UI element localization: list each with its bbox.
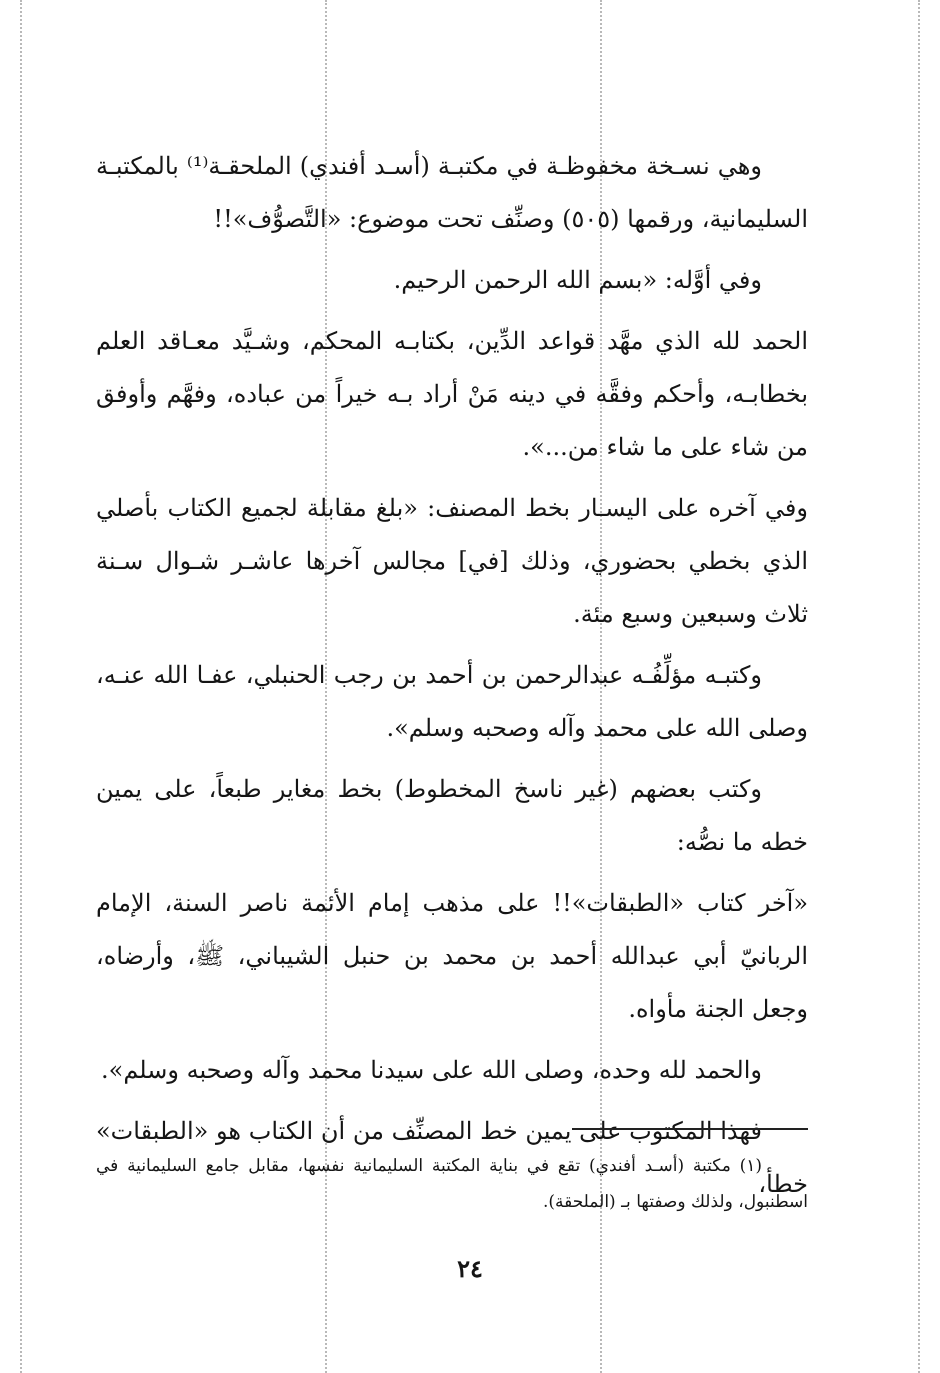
- paragraph: «آخر كتاب «الطبقات»!! على مذهب إمام الأئمة ناصر السنة، الإمام الربانيّ أبي عبدالله أحمد بن محمد بن حنبل الشيباني، ﷺ، وأرضاه، وجعل الجنة مأواه.: [96, 889, 808, 1023]
- body-text: [96, 140, 808, 1219]
- paragraph: وهي نسـخة مخفوظـة في مكتبـة (أسـد أفندي) الملحقـة⁽¹⁾ بالمكتبـة السليمانية، ورقمها (٥٠٥) وصنِّف تحت موضوع: «التَّصوُّف»!!: [96, 152, 808, 233]
- paragraph: الحمد لله الذي مهَّد قواعد الدِّين، بكتابـه المحكم، وشـيَّد معـاقد العلم بخطابـه، وأحكم وفقَّه في دينه مَنْ أراد بـه خيراً من عباده، وفهَّم وأوفق من شاء على ما شاء من...».: [96, 327, 809, 461]
- paragraph: وكتبـه مؤلِّفُـه عبدالرحمن بن أحمد بن رجب الحنبلي، عفـا الله عنـه، وصلى الله على محمد وآله وصحبه وسلم».: [96, 661, 808, 742]
- paragraph: والحمد لله وحده، وصلى الله على سيدنا محمد وآله وصحبه وسلم».: [101, 1056, 762, 1084]
- paragraph: وكتب بعضهم (غير ناسخ المخطوط) بخط مغاير طبعاً، على يمين خطه ما نصُّه:: [96, 775, 808, 856]
- footnote-separator: [572, 1128, 808, 1130]
- scan-guide-line: [20, 0, 22, 1373]
- page-number: ٢٤: [457, 1254, 483, 1283]
- footnote-text: (١) مكتبة (أسـد أفندي) تقع في بناية المكتبة السليمانية نفسها، مقابل جامع السليمانية في اسطنبول، ولذلك وصفتها بـ (الملحقة).: [96, 1156, 808, 1212]
- paragraph: فهذا المكتوب على يمين خط المصنِّف من أن الكتاب هو «الطبقات» خطأ،: [96, 1117, 808, 1198]
- scan-guide-line: [918, 0, 920, 1373]
- paragraph: وفي أوَّله: «بسم الله الرحمن الرحيم.: [393, 266, 762, 294]
- paragraph: وفي آخره على اليسـار بخط المصنف: «بلغ مقابلة لجميع الكتاب بأصلي الذي بخطي بحضوري، وذلك [في] مجالس آخرها عاشـر شـوال سـنة ثلاث وسبعين وسبع مئة.: [96, 494, 808, 628]
- footnote: [96, 1148, 808, 1220]
